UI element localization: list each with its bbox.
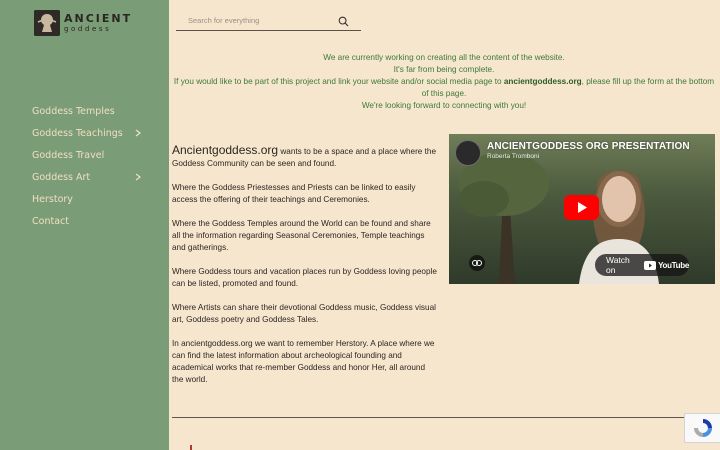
sidebar-item-label: Herstory [32,193,73,205]
search-input[interactable] [176,16,336,25]
intro-paragraph: Where the Goddess Temples around the World can be found and share all the information regarding Seasonal Ceremonies, Temple teachings and gatherings. [172,219,431,252]
sidebar-item-goddess-travel[interactable] [32,144,142,166]
sidebar [0,0,169,450]
site-logo[interactable] [34,10,132,36]
chevron-right-icon[interactable] [133,129,142,138]
sidebar-item-label: Contact [32,215,69,227]
main-navigation [32,100,142,232]
search-icon[interactable] [338,14,349,25]
intro-paragraph: Where Goddess tours and vacation places run by Goddess loving people can be listed, promoted and found. [172,267,437,288]
intro-paragraph [172,144,438,170]
notice-line-2: It's far from being complete. [393,65,495,74]
notice-line-4: We're looking forward to connecting with you! [361,101,527,110]
intro-paragraph: In ancientgoddess.org we want to remember Herstory. A place where we can find the latest information about archeological founding and academical works that re-member Goddess and honor Her, all around the world. [172,339,435,384]
youtube-icon [644,261,656,270]
notice-site-name: ancientgoddess.org [503,77,582,86]
intro-paragraph: Where the Goddess Priestesses and Priests can be linked to easily access the offering of their teachings and Ceremonies. [172,183,416,204]
goddess-figure-icon [34,10,60,36]
decorative-mark [190,445,192,450]
youtube-wordmark: YouTube [658,260,689,270]
youtube-video-embed[interactable] [449,134,715,284]
sidebar-item-contact[interactable] [32,210,142,232]
play-icon[interactable] [564,195,599,220]
sidebar-item-label: Goddess Art [32,171,91,183]
watch-on-label: Watch on [606,255,630,275]
sidebar-item-label: Goddess Temples [32,105,115,117]
sidebar-item-herstory[interactable] [32,188,142,210]
chevron-right-icon[interactable] [133,173,142,182]
sidebar-item-goddess-temples[interactable] [32,100,142,122]
sidebar-item-goddess-art[interactable] [32,166,142,188]
video-author: Roberta Tromboni [487,153,540,160]
recaptcha-icon [692,417,714,439]
video-title[interactable]: ANCIENTGODDESS ORG PRESENTATION [487,141,690,152]
sidebar-item-goddess-teachings[interactable] [32,122,142,144]
sidebar-item-label: Goddess Travel [32,149,105,161]
watch-on-youtube-button[interactable] [595,254,689,276]
recaptcha-badge[interactable] [684,413,720,443]
sidebar-item-label: Goddess Teachings [32,127,123,139]
notice-line-3-pre: If you would like to be part of this project and link your website and/or social media page to [173,77,504,86]
intro-text [172,144,438,398]
channel-avatar[interactable] [455,140,481,166]
logo-word-ancient: ANCIENT [64,12,133,25]
notice-line-3-post: , please fill up the form at the bottom of this page. [421,77,715,98]
youtube-logo [644,261,689,270]
notice-line-3 [172,76,716,100]
link-icon[interactable] [469,255,485,271]
section-divider [172,417,716,418]
search-bar [176,10,361,31]
construction-notice [172,52,716,112]
intro-p1-rest: wants to be a space and a place where the Goddess Community can be seen and found. [172,147,437,168]
notice-line-1: We are currently working on creating all the content of the website. [323,53,565,62]
brand-name: Ancientgoddess.org [172,143,279,157]
logo-word-goddess: goddess [64,25,112,33]
intro-paragraph: Where Artists can share their devotional Goddess music, Goddess visual art, Goddess poetry and Goddess Tales. [172,303,436,324]
